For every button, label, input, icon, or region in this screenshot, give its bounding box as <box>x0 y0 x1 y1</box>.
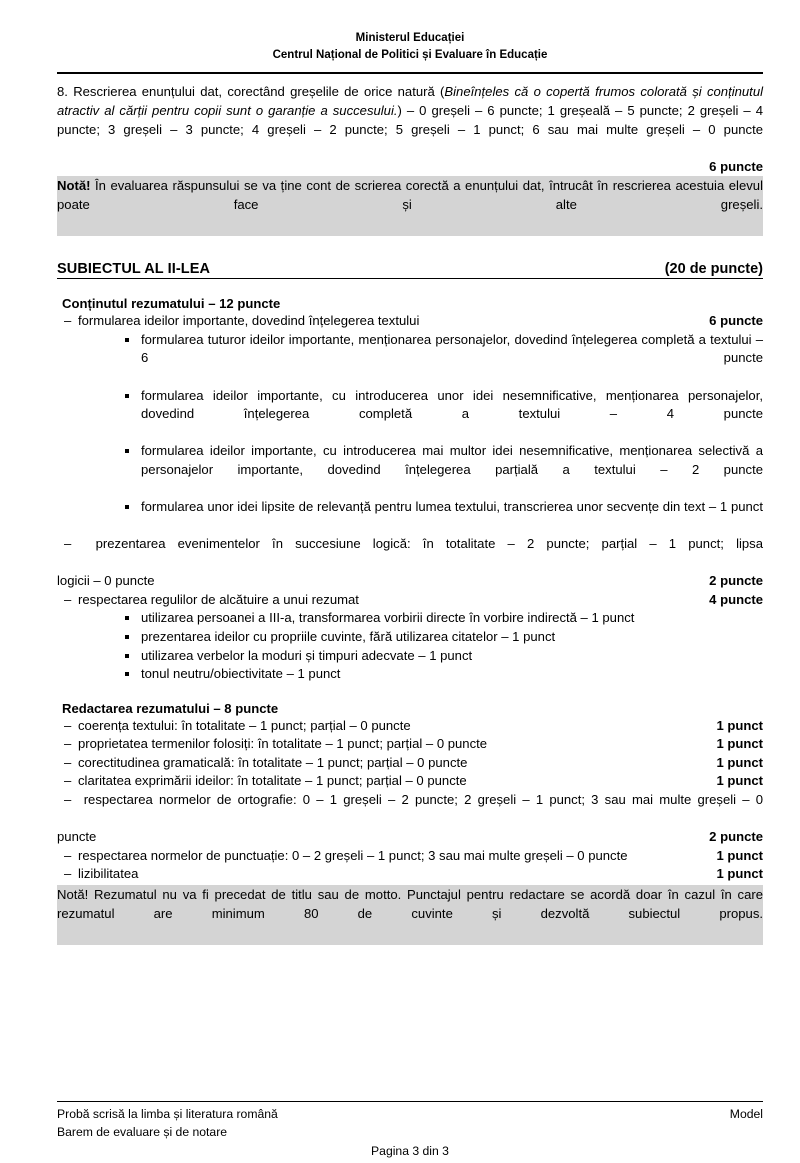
note-2-label: Notă! <box>57 886 89 902</box>
redactare-item <box>57 754 763 773</box>
continut-bullet-2-text: utilizarea persoanei a III-a, transformarea vorbirii directe în vorbire indirectă – 1 punct <box>141 610 635 626</box>
redactare-item-points: 1 punct <box>716 717 763 733</box>
note-1-text: În evaluarea răspunsului se va ține cont de scrierea corectă a enunțului dat, întrucât în rescrierea acestuia elevul poate face și alte greșeli. <box>57 178 763 213</box>
continut-bullet-2-text: utilizarea verbelor la moduri și timpuri adecvate – 1 punct <box>141 647 473 663</box>
redactare-punctuatie-points: 1 punct <box>716 847 763 863</box>
square-bullet-icon <box>125 338 129 342</box>
item-8-rest: ) – 0 greșeli – 6 puncte; 1 greșeală – 5 puncte; 2 greșeli – 4 puncte; 3 greșeli – 3 puncte; 4 greșeli – 2 puncte; 5 greșeli – 1 punct; 6 sau mai multe greșeli – 0 puncte <box>57 102 763 137</box>
redactare-punctuatie-text: respectarea normelor de punctuație: 0 – 2 greșeli – 1 punct; 3 sau mai multe greșeli – 0 puncte <box>78 847 628 863</box>
note-block-1 <box>57 176 763 236</box>
continut-bullet <box>123 498 763 535</box>
footer-columns <box>57 1102 763 1141</box>
dash-marker: – <box>64 773 72 789</box>
dash-marker: – <box>64 866 72 882</box>
subject-points: (20 de puncte) <box>664 261 763 278</box>
square-bullet-icon <box>125 394 129 398</box>
redactare-punctuatie <box>57 847 763 866</box>
dash-marker: – <box>64 717 72 733</box>
item-8-lead: 8. Rescrierea enunțului dat, corectând greșelile de orice natură ( <box>57 84 445 100</box>
redactare-ortografie-line2: puncte 2 puncte <box>57 828 763 847</box>
continut-item-1-text: formularea ideilor importante, dovedind înțelegerea textului <box>78 313 420 329</box>
continut-bullet-2-text: tonul neutru/obiectivitate – 1 punct <box>141 666 341 682</box>
dash-marker: – <box>64 847 72 863</box>
continut-item-1-points: 6 puncte <box>709 313 763 329</box>
redactare-heading: Redactarea rezumatului – 8 puncte <box>62 700 279 716</box>
item-8-block <box>57 83 763 176</box>
square-bullet-icon <box>125 635 129 639</box>
square-bullet-icon <box>125 616 129 620</box>
item-8-points: 6 puncte <box>709 158 763 174</box>
continut-bullet <box>123 387 763 443</box>
redactare-item-text: proprietatea termenilor folosiți: în totalitate – 1 punct; parțial – 0 puncte <box>78 736 488 752</box>
redactare-ortografie-line1: – respectarea normelor de ortografie: 0 – 1 greșeli – 2 puncte; 2 greșeli – 1 punct; 3 sau mai multe greșeli – 0 <box>64 792 764 808</box>
redactare-lizibilitate-text: lizibilitatea <box>78 866 139 882</box>
redactare-item-points: 1 punct <box>716 754 763 770</box>
continut-bullet-2 <box>123 647 763 666</box>
continut-item-2-line2: logicii – 0 puncte 2 puncte <box>57 572 763 591</box>
dash-marker: – <box>64 736 72 752</box>
redactare-item-points: 1 punct <box>716 736 763 752</box>
continut-item-3 <box>57 591 763 610</box>
section-redactare <box>57 701 763 884</box>
redactare-item <box>57 717 763 736</box>
document-header <box>57 0 763 63</box>
continut-bullet-2 <box>123 628 763 647</box>
continut-bullet-text: formularea tuturor ideilor importante, menționarea personajelor, dovedind înțelegerea completă a textului – 6 puncte <box>141 331 763 366</box>
continut-item-1 <box>57 312 763 331</box>
continut-item-3-points: 4 puncte <box>709 591 763 607</box>
footer-left <box>57 1106 278 1141</box>
footer-page-number: Pagina 3 din 3 <box>371 1144 449 1159</box>
redactare-ortografie <box>57 791 763 847</box>
center-name: Centrul Național de Politici și Evaluare în Educație <box>272 48 548 61</box>
subject-title: SUBIECTUL AL II-LEA <box>57 261 211 278</box>
redactare-item-text: claritatea exprimării ideilor: în totalitate – 1 punct; parțial – 0 puncte <box>78 773 467 789</box>
redactare-item <box>57 772 763 791</box>
dash-marker: – <box>64 591 72 607</box>
continut-bullet-text: formularea ideilor importante, cu introducerea unor idei nesemnificative, menționarea personajelor, dovedind înțelegerea completă a textului – 4 puncte <box>141 387 763 422</box>
continut-bullet <box>123 331 763 387</box>
redactare-item <box>57 735 763 754</box>
continut-bullet-2 <box>123 665 763 684</box>
note-block-2 <box>57 885 763 945</box>
redactare-item-text: corectitudinea gramaticală: în totalitate – 1 punct; parțial – 0 puncte <box>78 754 468 770</box>
footer-doc-type: Barem de evaluare și de notare <box>57 1124 228 1139</box>
note-1-label: Notă! <box>57 178 91 194</box>
square-bullet-icon <box>125 505 129 509</box>
square-bullet-icon <box>125 672 129 676</box>
item-8-quote: Bineînțeles că o copertă frumos colorată și conținutul atractiv al cărții pentru copii sunt o garanție a succesului. <box>57 84 764 118</box>
continut-item-3-text: respectarea regulilor de alcătuire a unui rezumat <box>78 591 359 607</box>
document-footer <box>57 1101 763 1158</box>
continut-item-2-points: 2 puncte <box>709 573 763 589</box>
ministry-name: Ministerul Educației <box>355 32 465 44</box>
square-bullet-icon <box>125 654 129 658</box>
continut-heading: Conținutul rezumatului – 12 puncte <box>62 296 281 312</box>
continut-item-2-line1: – prezentarea evenimentelor în succesiune logică: în totalitate – 2 puncte; parțial – 1 punct; lipsa <box>64 536 763 552</box>
dash-marker: – <box>64 754 72 770</box>
footer-exam-name: Probă scrisă la limba și literatura română <box>57 1107 278 1121</box>
redactare-ortografie-points: 2 puncte <box>709 829 763 845</box>
footer-model-label: Model <box>729 1107 763 1121</box>
subject-heading <box>57 261 763 279</box>
continut-bullet <box>123 442 763 498</box>
redactare-item-points: 1 punct <box>716 773 763 789</box>
redactare-lizibilitate <box>57 865 763 884</box>
section-continut <box>57 296 763 684</box>
continut-bullet-2 <box>123 609 763 628</box>
continut-bullet-text: formularea unor idei lipsite de relevanță pentru lumea textului, transcrierea unor secvențe din text – 1 punct <box>141 498 763 514</box>
note-2-text: Rezumatul nu va fi precedat de titlu sau de motto. Punctajul pentru redactare se acordă doar în cazul în care rezumatul are minimum 80 de cuvinte și dezvoltă subiectul propus. <box>57 886 763 921</box>
redactare-lizibilitate-points: 1 punct <box>716 866 763 882</box>
square-bullet-icon <box>125 449 129 453</box>
continut-item-2 <box>57 535 763 591</box>
header-divider <box>57 72 763 74</box>
continut-bullet-text: formularea ideilor importante, cu introducerea mai multor idei nesemnificative, menționarea selectivă a personajelor importante, dovedind înțelegerea parțială a textului – 2 puncte <box>141 443 763 477</box>
page-content <box>57 0 763 945</box>
continut-bullet-2-text: prezentarea ideilor cu propriile cuvinte, fără utilizarea citatelor – 1 punct <box>141 629 556 645</box>
dash-marker: – <box>64 313 72 329</box>
redactare-item-text: coerența textului: în totalitate – 1 punct; parțial – 0 puncte <box>78 717 411 733</box>
